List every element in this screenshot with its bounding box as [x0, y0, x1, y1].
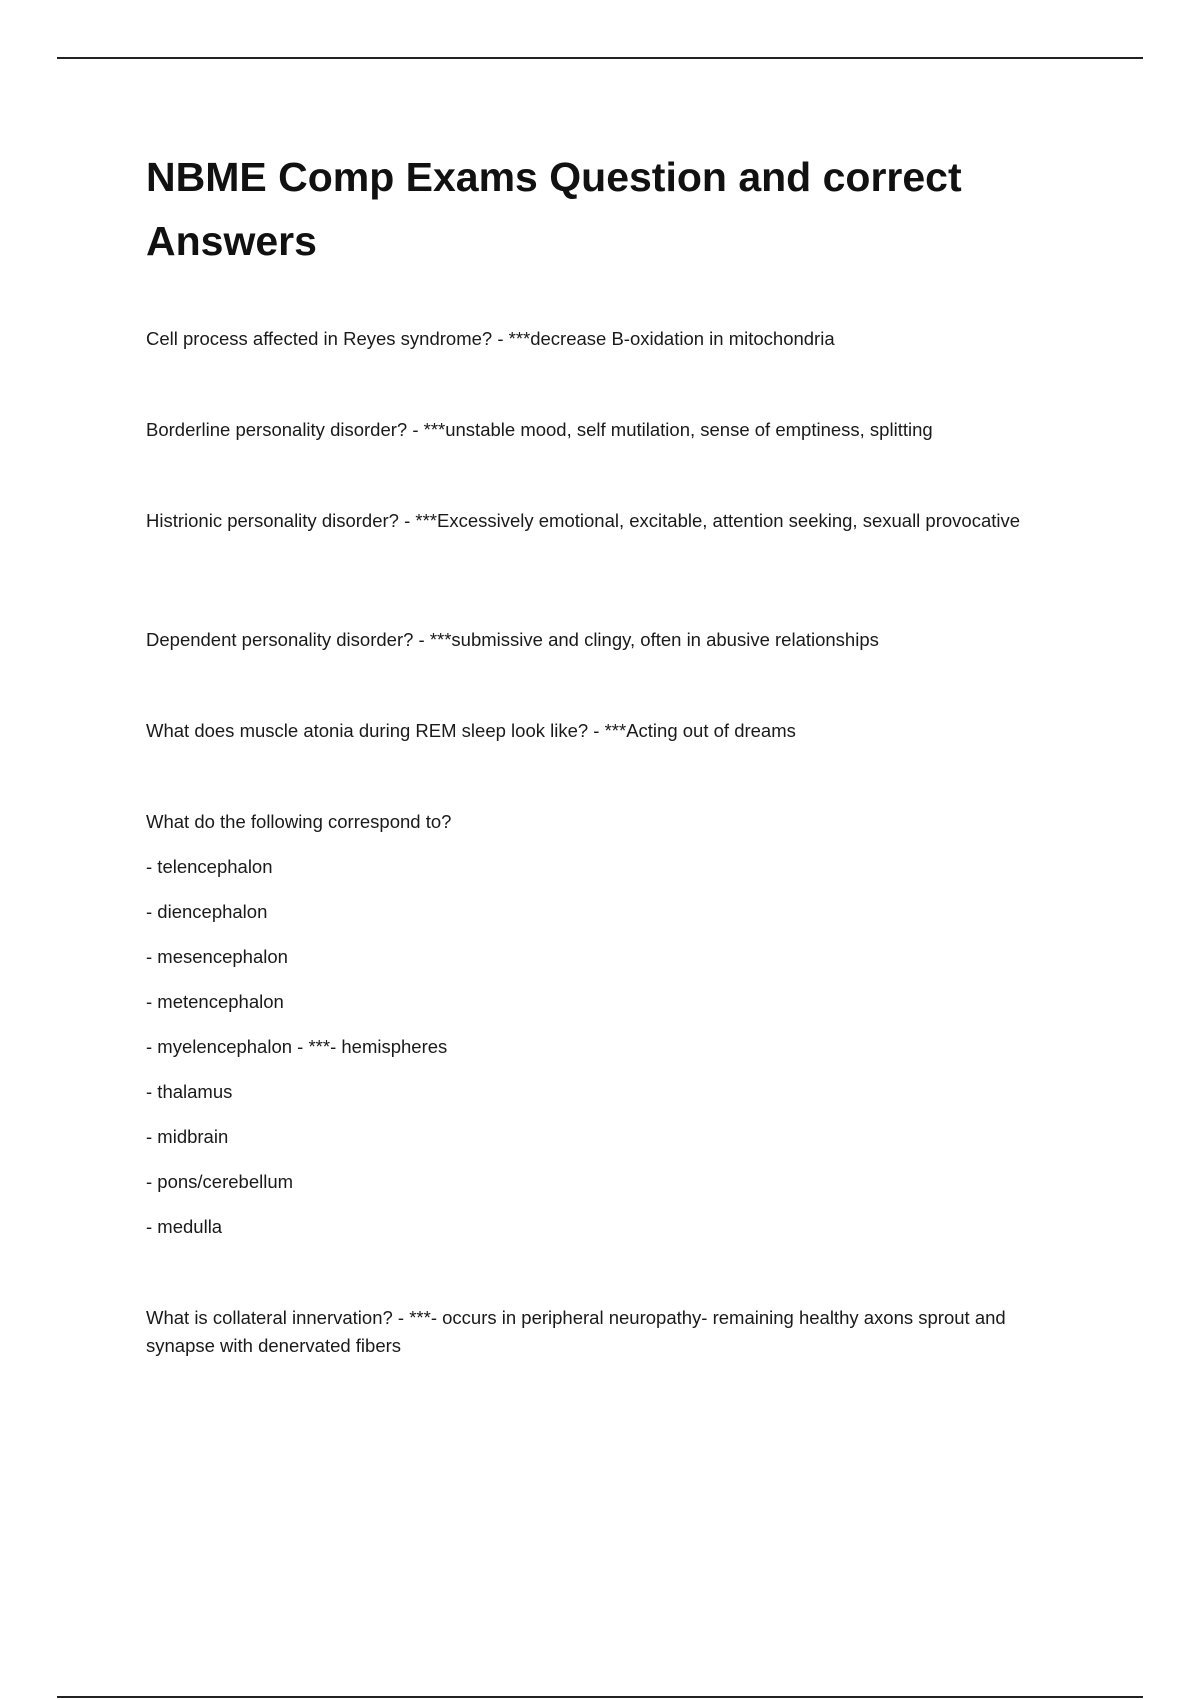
qa-item-rem-atonia: What does muscle atonia during REM sleep look like? - ***Acting out of dreams	[146, 720, 796, 741]
page-title: NBME Comp Exams Question and correct Answers	[146, 154, 962, 264]
qa-item-collateral-innervation: What is collateral innervation? - ***- occurs in peripheral neuropathy- remaining healthy axons sprout and synapse with denervated fibers	[146, 1307, 1006, 1356]
qa-item-reyes: Cell process affected in Reyes syndrome? - ***decrease B-oxidation in mitochondria	[146, 328, 835, 349]
qa-item-histrionic: Histrionic personality disorder? - ***Excessively emotional, excitable, attention seeking, sexuall provocative	[146, 510, 1021, 531]
top-rule	[57, 57, 1143, 59]
qa-item-brain-regions	[146, 808, 1076, 1241]
qa-list	[146, 325, 1076, 1360]
brain-question-line: What do the following correspond to?	[146, 811, 452, 832]
qa-item-dependent: Dependent personality disorder? - ***submissive and clingy, often in abusive relationships	[146, 629, 879, 650]
brain-list-item: - diencephalon	[146, 901, 268, 922]
document-body	[146, 145, 1076, 1423]
brain-list-item: - midbrain	[146, 1126, 229, 1147]
brain-list-item: - medulla	[146, 1216, 223, 1237]
brain-list-item: - thalamus	[146, 1081, 233, 1102]
brain-list-item: - telencephalon	[146, 856, 273, 877]
brain-list-item: - mesencephalon	[146, 946, 288, 967]
bottom-rule	[57, 1696, 1143, 1698]
brain-list-item: - myelencephalon - ***- hemispheres	[146, 1036, 448, 1057]
qa-item-borderline: Borderline personality disorder? - ***unstable mood, self mutilation, sense of emptiness, splitting	[146, 419, 933, 440]
brain-list-item: - pons/cerebellum	[146, 1171, 294, 1192]
brain-list-item: - metencephalon	[146, 991, 284, 1012]
